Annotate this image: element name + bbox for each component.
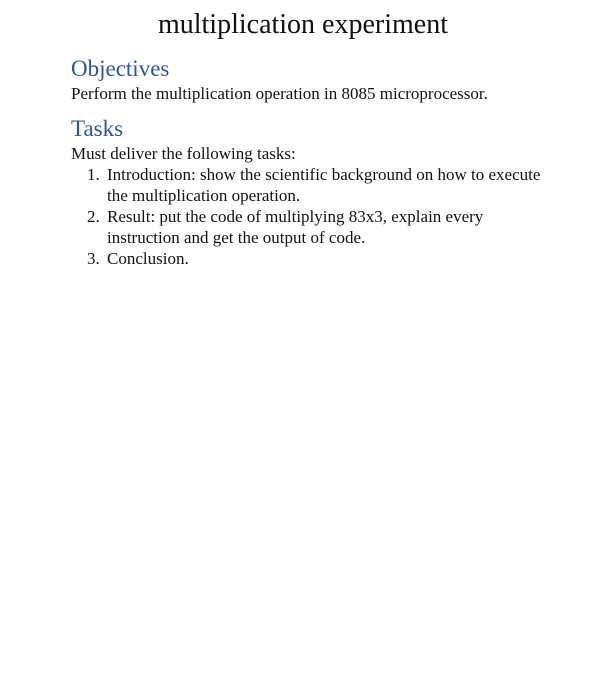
list-item-number: 2. [87, 207, 100, 226]
list-item [71, 206, 541, 248]
list-item [71, 164, 541, 206]
objectives-text: Perform the multiplication operation in 8085 microprocessor. [71, 84, 488, 103]
list-item [71, 248, 541, 269]
list-item-text: Result: put the code of multiplying 83x3, explain every instruction and get the output of code. [107, 207, 484, 247]
page-title: multiplication experiment [157, 9, 449, 40]
objectives-heading: Objectives [71, 56, 170, 81]
list-item-number: 1. [87, 165, 100, 184]
list-item-number: 3. [87, 249, 100, 268]
list-item-text: Introduction: show the scientific background on how to execute the multiplication operation. [107, 165, 541, 205]
task-list [71, 164, 541, 269]
list-item-text: Conclusion. [107, 249, 189, 268]
tasks-heading: Tasks [71, 116, 124, 141]
tasks-intro: Must deliver the following tasks: [71, 144, 296, 163]
